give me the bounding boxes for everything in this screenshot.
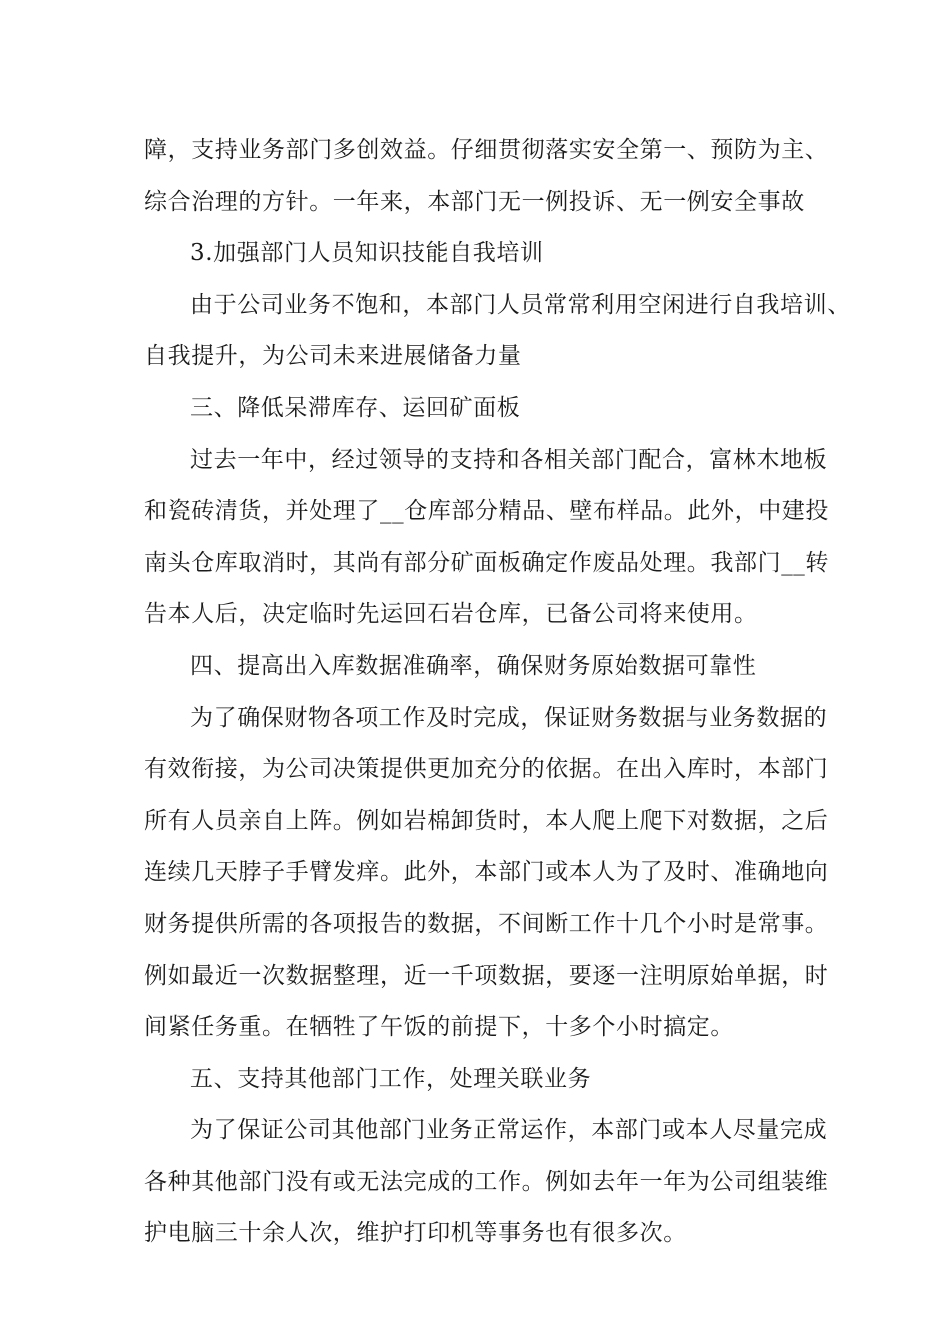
text-line: 自我提升，为公司未来进展储备力量	[144, 343, 522, 370]
text-line: 各种其他部门没有或无法完成的工作。例如去年一年为公司组装维	[144, 1168, 829, 1195]
text-line: 为了保证公司其他部门业务正常运作，本部门或本人尽量完成	[190, 1117, 828, 1144]
text-line: 障，支持业务部门多创效益。仔细贯彻落实安全第一、预防为主、	[144, 137, 829, 163]
section-heading: 3.加强部门人员知识技能自我培训	[190, 240, 544, 267]
text-line: 有效衔接，为公司决策提供更加充分的依据。在出入库时，本部门	[144, 756, 829, 783]
text-line: 财务提供所需的各项报告的数据，不间断工作十几个小时是常事。	[144, 910, 829, 937]
text-line: 间紧任务重。在牺牲了午饭的前提下，十多个小时搞定。	[144, 1014, 734, 1041]
text-line: 告本人后，决定临时先运回石岩仓库，已备公司将来使用。	[144, 601, 758, 628]
text-line: 连续几天脖子手臂发痒。此外，本部门或本人为了及时、准确地向	[144, 859, 829, 886]
text-line: 和瓷砖清货，并处理了__仓库部分精品、壁布样品。此外，中建投	[144, 498, 829, 525]
document-body	[144, 125, 851, 1260]
text-line: 所有人员亲自上阵。例如岩棉卸货时，本人爬上爬下对数据，之后	[144, 807, 829, 834]
text-line: 为了确保财物各项工作及时完成，保证财务数据与业务数据的	[190, 704, 828, 731]
text-line: 综合治理的方针。一年来，本部门无一例投诉、无一例安全事故	[144, 188, 805, 215]
section-heading: 五、支持其他部门工作，处理关联业务	[190, 1065, 592, 1092]
text-line: 护电脑三十余人次，维护打印机等事务也有很多次。	[144, 1220, 687, 1247]
section-heading: 四、提高出入库数据准确率，确保财务原始数据可靠性	[190, 652, 757, 679]
text-line: 南头仓库取消时，其尚有部分矿面板确定作废品处理。我部门__转	[144, 549, 829, 576]
text-line: 过去一年中，经过领导的支持和各相关部门配合，富林木地板	[190, 446, 828, 473]
text-line: 例如最近一次数据整理，近一千项数据，要逐一注明原始单据，时	[144, 962, 829, 989]
text-line: 由于公司业务不饱和，本部门人员常常利用空闲进行自我培训、	[190, 291, 851, 318]
section-heading: 三、降低呆滞库存、运回矿面板	[190, 394, 521, 421]
